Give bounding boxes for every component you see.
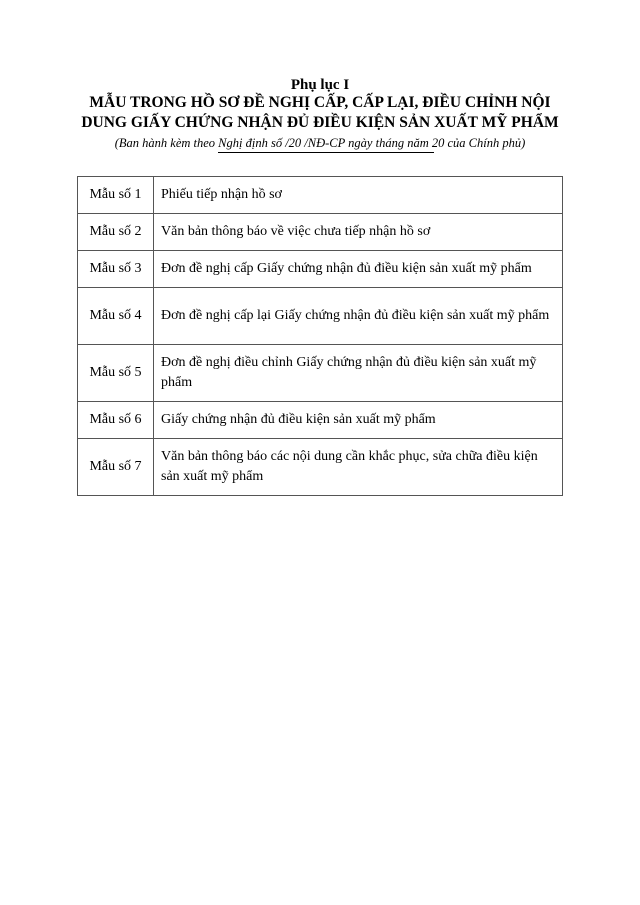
document-title-line-1: MẪU TRONG HỒ SƠ ĐỀ NGHỊ CẤP, CẤP LẠI, ĐIỀU CHỈNH NỘI	[89, 94, 551, 111]
subtitle-underline	[218, 152, 434, 153]
form-code-cell: Mẫu số 7	[78, 439, 154, 496]
forms-table	[77, 176, 563, 496]
form-description-cell: Văn bản thông báo các nội dung cần khắc phục, sửa chữa điều kiện sản xuất mỹ phẩm	[154, 439, 563, 496]
form-code-cell: Mẫu số 6	[78, 402, 154, 439]
form-code-cell: Mẫu số 2	[78, 214, 154, 251]
form-description-cell: Đơn đề nghị cấp Giấy chứng nhận đủ điều kiện sản xuất mỹ phẩm	[154, 251, 563, 288]
table-row	[78, 214, 563, 251]
decree-subtitle: (Ban hành kèm theo Nghị định số /20 /NĐ-CP ngày tháng năm 20 của Chính phủ)	[114, 136, 526, 150]
form-code-cell: Mẫu số 3	[78, 251, 154, 288]
document-title-line-2: DUNG GIẤY CHỨNG NHẬN ĐỦ ĐIỀU KIỆN SẢN XUẤT MỸ PHẨM	[81, 114, 559, 131]
form-code-cell: Mẫu số 4	[78, 288, 154, 345]
table-row	[78, 345, 563, 402]
form-description-cell: Đơn đề nghị cấp lại Giấy chứng nhận đủ điều kiện sản xuất mỹ phẩm	[154, 288, 563, 345]
table-row	[78, 402, 563, 439]
table-row	[78, 177, 563, 214]
table-row	[78, 251, 563, 288]
form-description-cell: Giấy chứng nhận đủ điều kiện sản xuất mỹ phẩm	[154, 402, 563, 439]
table-row	[78, 288, 563, 345]
form-code-cell: Mẫu số 1	[78, 177, 154, 214]
appendix-title: Phụ lục I	[290, 77, 350, 93]
form-code-cell: Mẫu số 5	[78, 345, 154, 402]
form-description-cell: Phiếu tiếp nhận hồ sơ	[154, 177, 563, 214]
table-row	[78, 439, 563, 496]
form-description-cell: Đơn đề nghị điều chỉnh Giấy chứng nhận đủ điều kiện sản xuất mỹ phẩm	[154, 345, 563, 402]
form-description-cell: Văn bản thông báo về việc chưa tiếp nhận hồ sơ	[154, 214, 563, 251]
